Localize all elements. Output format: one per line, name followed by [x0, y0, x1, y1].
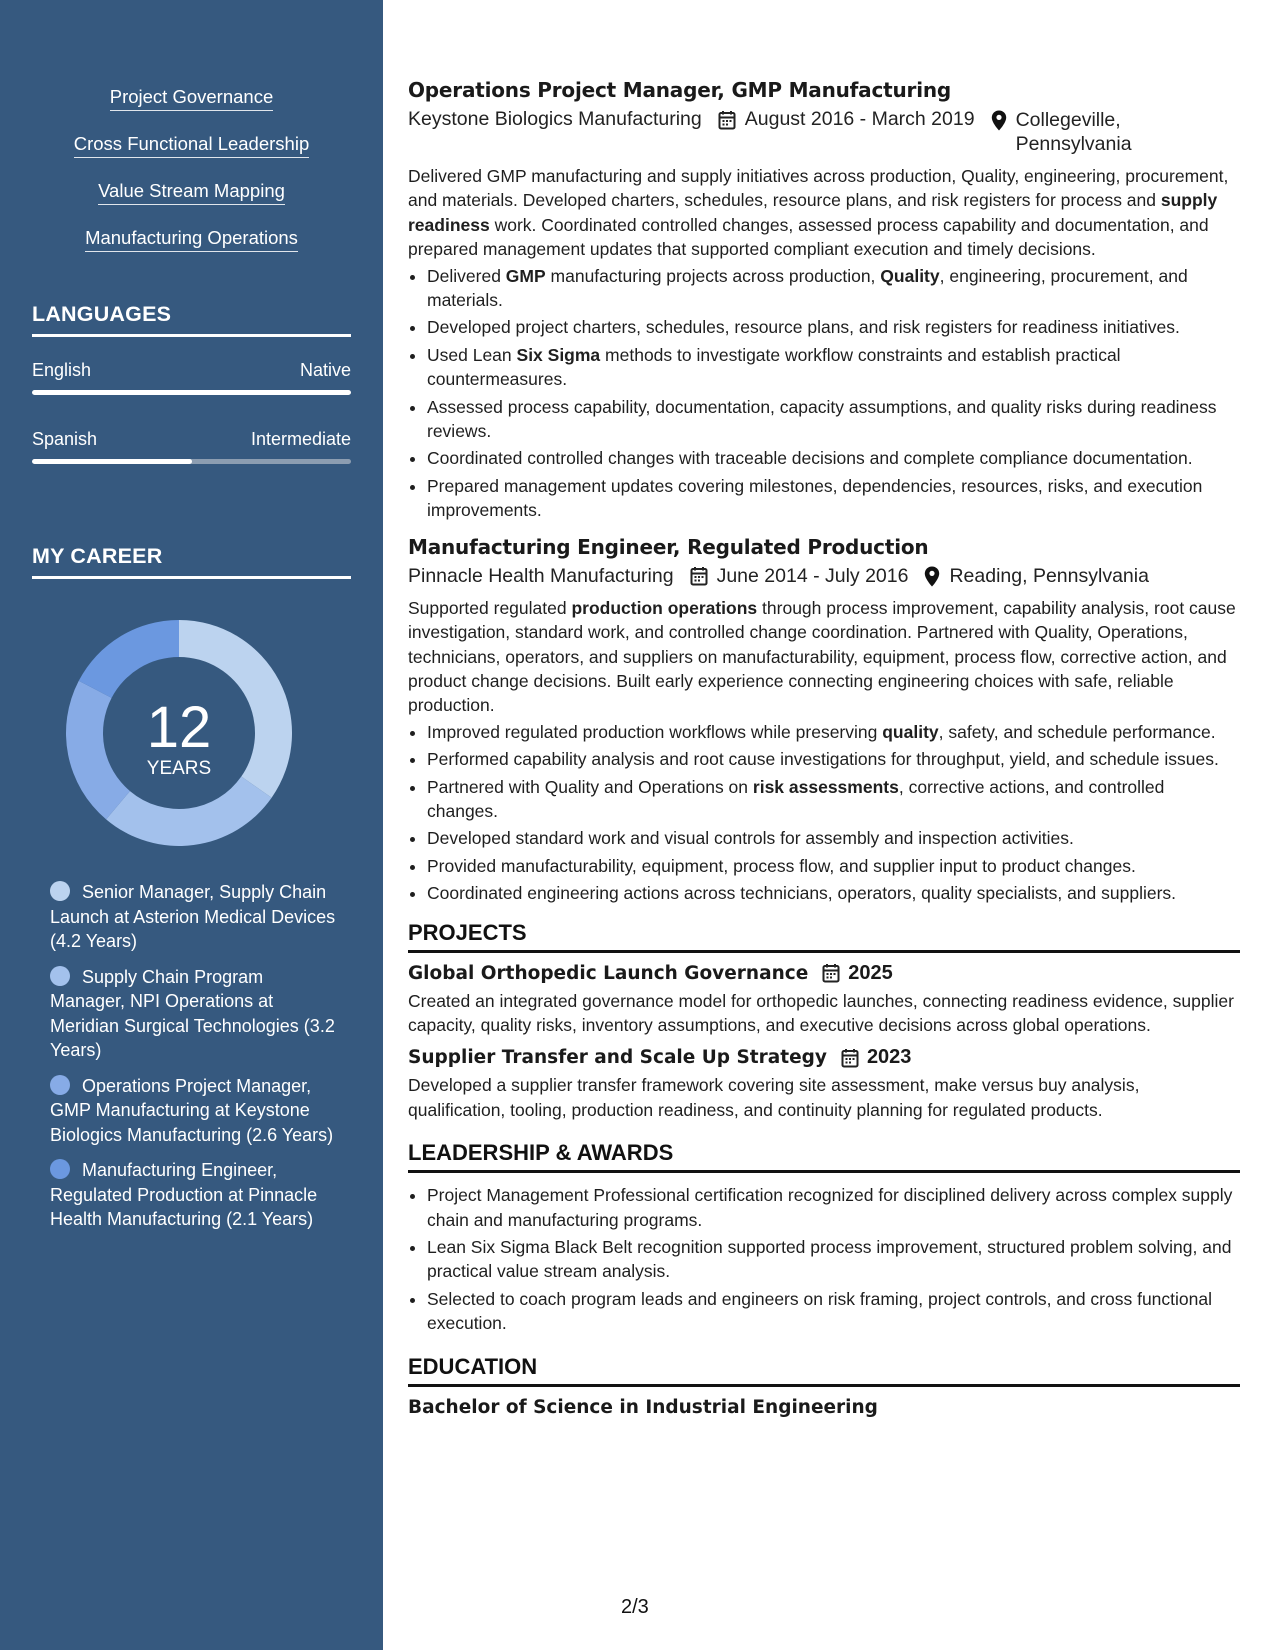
job-bullet: • Provided manufacturability, equipment, process flow, and supplier input to product changes.: [427, 854, 1240, 878]
job-meta: [408, 108, 1240, 156]
job-title: Operations Project Manager, GMP Manufacturing: [408, 78, 952, 102]
career-donut-chart: [66, 620, 292, 846]
career-item: [50, 1158, 340, 1232]
job-bullet: • Improved regulated production workflows while preserving quality, safety, and schedule performance.: [427, 720, 1240, 744]
job-location-line: Collegeville,: [1015, 109, 1121, 131]
skills-list: [0, 86, 383, 274]
job-company: Pinnacle Health Manufacturing: [408, 564, 674, 587]
page-number: 2/3: [621, 1596, 649, 1618]
language-level: Native: [299, 360, 351, 380]
job-bullet: • Prepared management updates covering milestones, dependencies, resources, risks, and execution improvements.: [427, 474, 1240, 523]
career-dot-icon: [50, 1075, 70, 1095]
job-location-line: Pennsylvania: [1015, 133, 1132, 155]
language-bar-fill: [32, 459, 192, 464]
career-years-unit: YEARS: [146, 758, 212, 779]
sidebar: [0, 0, 383, 1650]
job-dates-group: [718, 108, 975, 131]
education-heading: EDUCATION: [408, 1354, 1240, 1387]
career-item: [50, 1074, 340, 1148]
skill-link[interactable]: Value Stream Mapping: [98, 180, 285, 205]
career-list: [50, 880, 340, 1243]
job-bullet: • Partnered with Quality and Operations on risk assessments, corrective actions, and controlled changes.: [427, 775, 1240, 824]
job-dates: June 2014 - July 2016: [716, 564, 909, 587]
project-year: 2023: [866, 1046, 912, 1069]
project-title-row: [408, 1046, 1240, 1069]
project-description: Created an integrated governance model for orthopedic launches, connecting readiness evidence, supplier capacity, quality risks, inventory assumptions, and executive decisions across global operations.: [408, 990, 1234, 1035]
project-title: Global Orthopedic Launch Governance: [408, 962, 809, 984]
award-item: • Selected to coach program leads and engineers on risk framing, project controls, and cross functional execution.: [427, 1287, 1240, 1336]
job-entry: [408, 535, 1240, 906]
job-summary: Delivered GMP manufacturing and supply initiatives across production, Quality, engineering, procurement, and materials. Developed charters, schedules, resource plans, and risk registers for process and supply readiness work. Coordinated controlled changes, assessed process capability and documentation, and prepared management updates that supported compliant execution and timely decisions.: [408, 166, 1229, 260]
language-level: Intermediate: [250, 429, 351, 449]
job-bullet: • Developed standard work and visual controls for assembly and inspection activities.: [427, 826, 1240, 850]
language-row: [32, 360, 351, 381]
career-donut-segment: [106, 777, 271, 846]
job-bullet: • Coordinated controlled changes with traceable decisions and complete compliance documentation.: [427, 446, 1240, 470]
career-item-label: Supply Chain Program Manager, NPI Operations at Meridian Surgical Technologies (3.2 Years): [50, 966, 335, 1060]
job-summary: Supported regulated production operations through process improvement, capability analysis, root cause investigation, standard work, and controlled change coordination. Partnered with Quality, Operations, technicians, operators, and suppliers on manufacturability, equipment, process flow, corrective action, and product change decisions. Built early experience connecting engineering choices with safe, reliable production.: [408, 597, 1236, 716]
awards-list: [427, 1183, 1240, 1335]
career-item: [50, 965, 340, 1063]
language-name: English: [32, 360, 92, 380]
language-bar: [32, 390, 351, 395]
job-location: [1016, 108, 1132, 156]
job-bullet: • Coordinated engineering actions across technicians, operators, quality specialists, and suppliers.: [427, 881, 1240, 905]
career-dot-icon: [50, 966, 70, 986]
job-location-line: Reading, Pennsylvania: [949, 564, 1149, 587]
language-bar: [32, 459, 351, 464]
skill-link[interactable]: Manufacturing Operations: [85, 227, 298, 252]
calendar-icon: [822, 963, 840, 983]
career-item-label: Manufacturing Engineer, Regulated Production at Pinnacle Health Manufacturing (2.1 Years): [50, 1160, 318, 1229]
career-dot-icon: [50, 881, 70, 901]
job-title: Manufacturing Engineer, Regulated Production: [408, 534, 929, 559]
project-entry: [408, 1046, 1240, 1122]
career-total-years: 12: [146, 695, 212, 760]
job-bullet: • Delivered GMP manufacturing projects across production, Quality, engineering, procurement, and materials.: [427, 264, 1240, 313]
job-bullets: [427, 720, 1240, 906]
education-degree: Bachelor of Science in Industrial Engineering: [408, 1396, 878, 1418]
project-year: 2025: [848, 961, 893, 984]
language-bar-fill: [32, 390, 351, 395]
job-bullets: [427, 264, 1240, 523]
language-name: Spanish: [32, 429, 98, 449]
skill-link[interactable]: Cross Functional Leadership: [74, 133, 310, 158]
job-bullet: • Performed capability analysis and root cause investigations for throughput, yield, and schedule issues.: [427, 747, 1240, 771]
main-content: [408, 78, 1240, 1418]
career-item: [50, 880, 340, 954]
career-dot-icon: [50, 1159, 70, 1179]
awards-heading: LEADERSHIP & AWARDS: [408, 1140, 1240, 1173]
calendar-icon: [841, 1048, 859, 1068]
job-entry: [408, 78, 1240, 523]
job-bullet: • Assessed process capability, documentation, capacity assumptions, and quality risks during readiness reviews.: [427, 395, 1240, 444]
award-item: • Lean Six Sigma Black Belt recognition supported process improvement, structured problem solving, and practical value stream analysis.: [427, 1235, 1240, 1284]
project-title-row: [408, 962, 1240, 985]
calendar-icon: [718, 110, 736, 130]
career-donut-segment: [66, 681, 130, 820]
project-entry: [408, 962, 1240, 1038]
job-bullet: • Developed project charters, schedules, resource plans, and risk registers for readiness initiatives.: [427, 315, 1240, 339]
location-pin-icon: [991, 110, 1007, 131]
projects-heading: PROJECTS: [408, 920, 1240, 953]
languages-heading: LANGUAGES: [32, 302, 351, 337]
skill-link[interactable]: Project Governance: [110, 86, 274, 111]
career-item-label: Senior Manager, Supply Chain Launch at Asterion Medical Devices (4.2 Years): [50, 882, 336, 951]
job-dates: August 2016 - March 2019: [744, 108, 975, 130]
career-item-label: Operations Project Manager, GMP Manufacturing at Keystone Biologics Manufacturing (2.6 Years): [50, 1075, 334, 1145]
career-donut-segment: [79, 620, 179, 698]
calendar-icon: [690, 566, 708, 586]
language-row: [32, 429, 351, 450]
award-item: • Project Management Professional certification recognized for disciplined delivery across complex supply chain and manufacturing programs.: [427, 1183, 1240, 1232]
job-meta: [408, 565, 1240, 588]
project-description: Developed a supplier transfer framework covering site assessment, make versus buy analysis, qualification, tooling, production readiness, and continuity planning for regulated products.: [408, 1075, 1140, 1120]
job-company: Keystone Biologics Manufacturing: [408, 108, 702, 130]
project-title: Supplier Transfer and Scale Up Strategy: [408, 1047, 827, 1069]
career-heading: MY CAREER: [32, 544, 351, 579]
job-location-group: [924, 565, 1148, 588]
job-bullet: • Used Lean Six Sigma methods to investigate workflow constraints and establish practical countermeasures.: [427, 343, 1240, 392]
location-pin-icon: [924, 566, 940, 587]
job-location-group: [991, 108, 1132, 156]
job-dates-group: [690, 565, 909, 588]
